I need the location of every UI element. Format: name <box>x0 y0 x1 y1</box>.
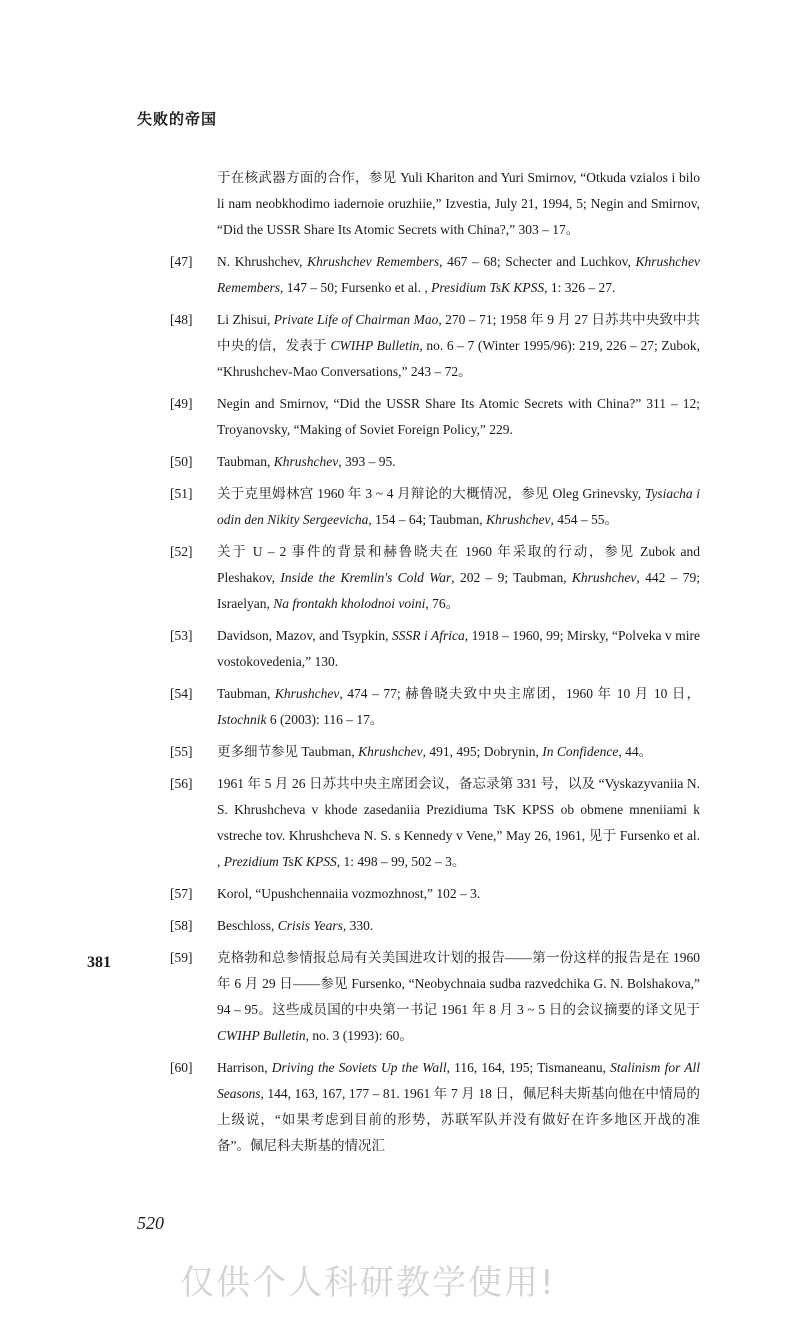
page-number: 520 <box>137 1213 164 1233</box>
endnote-text: Taubman, Khrushchev, 393 – 95. <box>217 454 396 469</box>
endnote-item <box>170 913 700 939</box>
watermark-text: 仅供个人科研教学使用! <box>180 1263 556 1303</box>
endnote-item <box>170 945 700 1049</box>
endnote-text: Li Zhisui, Private Life of Chairman Mao, 270 – 71; 1958 年 9 月 27 日苏共中央致中共中央的信，发表于 CWIHP Bulletin, no. 6 – 7 (Winter 1995/96): 219, 226 – 27; Zubok, “Khrushchev-Mao Conversations,” 243 – 72。 <box>217 312 701 379</box>
endnote-item <box>170 881 700 907</box>
endnote-text: N. Khrushchev, Khrushchev Remembers, 467 – 68; Schecter and Luchkov, Khrushchev Remembers, 147 – 50; Fursenko et al. , Presidium TsK KPSS, 1: 326 – 27. <box>217 254 700 295</box>
endnote-text: Beschloss, Crisis Years, 330. <box>217 918 374 933</box>
endnote-text: Negin and Smirnov, “Did the USSR Share Its Atomic Secrets with China?” 311 – 12; Troyanovsky, “Making of Soviet Foreign Policy,” 229. <box>217 396 700 437</box>
endnote-item <box>170 449 700 475</box>
endnote-number: [57] <box>170 886 193 901</box>
endnote-text: 更多细节参见 Taubman, Khrushchev, 491, 495; Dobrynin, In Confidence, 44。 <box>217 744 653 759</box>
endnote-number: [60] <box>170 1060 193 1075</box>
endnote-item <box>170 481 700 533</box>
endnote-number: [48] <box>170 312 193 327</box>
endnote-item <box>170 391 700 443</box>
endnote-text: Davidson, Mazov, and Tsypkin, SSSR i Africa, 1918 – 1960, 99; Mirsky, “Polveka v mire vostokovedenia,” 130. <box>217 628 700 669</box>
endnote-text: Harrison, Driving the Soviets Up the Wall, 116, 164, 195; Tismaneanu, Stalinism for All Seasons, 144, 163, 167, 177 – 81. 1961 年 7 月 18 日，佩尼科夫斯基向他在中情局的上级说，“如果考虑到目前的形势，苏联军队并没有做好在许多地区开战的准备”。佩尼科夫斯基的情况汇 <box>217 1060 700 1153</box>
margin-page-number: 381 <box>87 954 111 971</box>
endnote-item <box>170 771 700 875</box>
endnote-text: 于在核武器方面的合作，参见 Yuli Khariton and Yuri Smirnov, “Otkuda vzialos i bilo li nam neobkhodimo iadernoie oruzhiie,” Izvestia, July 21, 1994, 5; Negin and Smirnov, “Did the USSR Share Its Atomic Secrets with China?,” 303 – 17。 <box>217 170 700 237</box>
endnote-number: [52] <box>170 544 193 559</box>
endnote-number: [51] <box>170 486 193 501</box>
endnote-item <box>170 739 700 765</box>
endnote-number: [59] <box>170 950 193 965</box>
endnote-item <box>170 165 700 243</box>
endnote-text: 克格勃和总参情报总局有关美国进攻计划的报告——第一份这样的报告是在 1960 年 6 月 29 日——参见 Fursenko, “Neobychnaia sudba razvedchika G. N. Bolshakova,” 94 – 95。这些成员国的中央第一书记 1961 年 8 月 3 ~ 5 日的会议摘要的译文见于 CWIHP Bulletin, no. 3 (1993): 60。 <box>217 950 700 1043</box>
endnote-text: 1961 年 5 月 26 日苏共中央主席团会议，备忘录第 331 号，以及 “Vyskazyvaniia N. S. Khrushcheva v khode zasedaniia Prezidiuma TsK KPSS ob obmene mneniiami k vstreche tov. Khrushcheva N. S. s Kennedy v Vene,” May 26, 1961, 见于 Fursenko et al. , Prezidium TsK KPSS, 1: 498 – 99, 502 – 3。 <box>217 776 700 869</box>
endnote-number: [55] <box>170 744 193 759</box>
endnote-number: [54] <box>170 686 193 701</box>
endnote-text: 关于 U – 2 事件的背景和赫鲁晓夫在 1960 年采取的行动，参见 Zubok and Pleshakov, Inside the Kremlin's Cold War, 202 – 9; Taubman, Khrushchev, 442 – 79; Israelyan, Na frontakh kholodnoi voini, 76。 <box>217 544 701 611</box>
endnote-number: [53] <box>170 628 193 643</box>
endnote-text: 关于克里姆林宫 1960 年 3 ~ 4 月辩论的大概情况，参见 Oleg Grinevsky, Tysiacha i odin den Nikity Sergeevicha, 154 – 64; Taubman, Khrushchev, 454 – 55。 <box>217 486 700 527</box>
endnote-text: Taubman, Khrushchev, 474 – 77; 赫鲁晓夫致中央主席团，1960 年 10 月 10 日，Istochnik 6 (2003): 116 – 17。 <box>217 686 700 727</box>
endnote-item <box>170 681 700 733</box>
endnote-item <box>170 249 700 301</box>
endnote-number: [50] <box>170 454 193 469</box>
endnote-number: [49] <box>170 396 193 411</box>
running-header: 失败的帝国 <box>137 112 218 128</box>
endnotes-list <box>170 165 700 1165</box>
endnote-text: Korol, “Upushchennaiia vozmozhnost,” 102 – 3. <box>217 886 481 901</box>
endnote-item <box>170 623 700 675</box>
endnote-item <box>170 307 700 385</box>
endnote-number: [56] <box>170 776 193 791</box>
endnote-number: [47] <box>170 254 193 269</box>
endnote-item <box>170 539 700 617</box>
endnote-number: [58] <box>170 918 193 933</box>
endnote-item <box>170 1055 700 1159</box>
